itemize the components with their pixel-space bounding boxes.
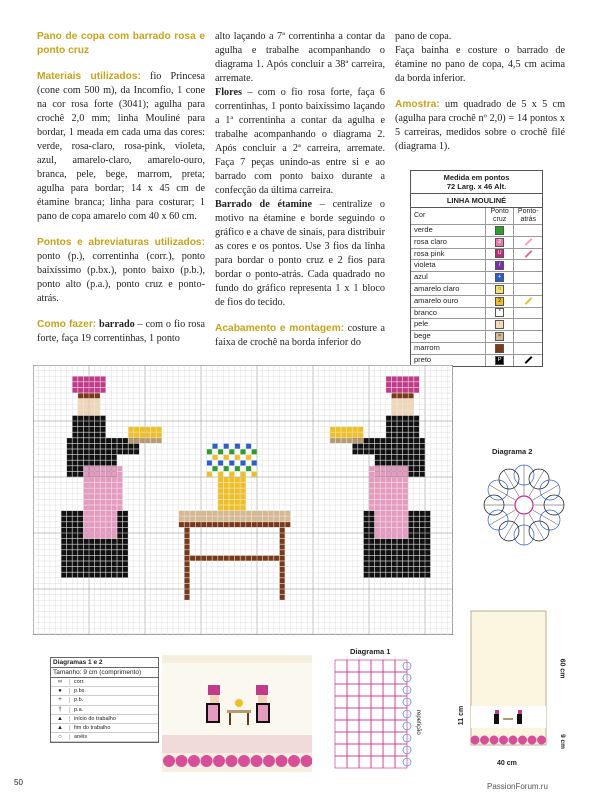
- legend-col-pc: Ponto cruz: [486, 208, 515, 224]
- color-legend-table: [410, 170, 543, 367]
- stitch-key: [50, 657, 159, 743]
- band-photo: [162, 655, 312, 772]
- backstitch-line: [524, 356, 532, 364]
- how-text: – com o fio rosa forte, faça 19 correntinhas, 1 ponto: [37, 319, 205, 344]
- key-label: início do trabalho: [74, 715, 116, 722]
- legend-color-name: branco: [411, 308, 486, 319]
- amostra-heading: Amostra:: [395, 99, 440, 110]
- key-row: [51, 696, 158, 705]
- article-title: Pano de copa com barrado rosa e ponto cruz: [37, 31, 205, 56]
- photo-right-maid: [256, 685, 270, 723]
- key-symbol: ▲: [51, 725, 70, 731]
- key-row: [51, 678, 158, 687]
- column-2: [215, 30, 385, 362]
- legend-row: [411, 343, 542, 355]
- barrado-heading: Barrado de étamine: [215, 199, 312, 210]
- key-rows: [51, 678, 158, 742]
- acabamento-text: costure a faixa de crochê na borda inferior do: [215, 323, 385, 348]
- key-row: [51, 715, 158, 724]
- legend-swatch: 2: [495, 238, 504, 247]
- legend-swatch: ○: [495, 285, 504, 294]
- diagram-2-center-ring: [515, 496, 533, 514]
- legend-row: [411, 272, 542, 284]
- legend-row: [411, 319, 542, 331]
- watermark: PassionForum.ru: [487, 782, 548, 791]
- legend-col-pa: Ponto-atrás: [517, 208, 539, 223]
- key-symbol: †: [51, 707, 70, 713]
- legend-swatch: ·: [495, 320, 504, 329]
- legend-color-name: bege: [411, 331, 486, 342]
- photo-left-maid: [206, 685, 220, 723]
- key-row: [51, 724, 158, 733]
- legend-color-name: marrom: [411, 343, 486, 354]
- legend-swatch: [495, 344, 504, 353]
- materials-heading: Materiais utilizados:: [37, 71, 141, 82]
- etamine-strip: [162, 663, 312, 735]
- key-row: [51, 733, 158, 742]
- col3-paragraph-2: Faça bainha e costure o barrado de étamine no pano de copa, 4,5 cm acima da borda inferior.: [395, 45, 565, 84]
- legend-color-name: rosa pink: [411, 249, 486, 260]
- key-row: [51, 687, 158, 696]
- repeticao-label: repetição: [415, 710, 421, 735]
- legend-rows: [411, 225, 542, 366]
- key-label: p.bx.: [74, 688, 86, 695]
- column-3: [395, 30, 565, 166]
- legend-color-name: azul: [411, 272, 486, 283]
- key-symbol: ●: [51, 688, 70, 694]
- key-label: fim do trabalho: [74, 725, 111, 732]
- col3-paragraph-1: pano de copa.: [395, 31, 452, 42]
- key-symbol: ○: [51, 734, 70, 740]
- legend-row: [411, 284, 542, 296]
- legend-column-headers: [411, 208, 542, 225]
- legend-row: [411, 331, 542, 343]
- diagram-2-petals: [484, 465, 564, 545]
- legend-swatch: ×: [495, 332, 504, 341]
- key-symbol: +: [51, 697, 70, 703]
- legend-col-cor: Cor: [411, 208, 486, 224]
- towel-height-label: 60 cm: [558, 658, 566, 679]
- backstitch-line: [524, 297, 532, 305]
- cross-stitch-chart: [33, 365, 453, 635]
- key-size: Tamanho: 9 cm (comprimento): [51, 668, 158, 678]
- key-row: [51, 706, 158, 715]
- key-symbol: ∞: [51, 679, 70, 685]
- diagram-1-title: Diagrama 1: [350, 647, 391, 656]
- diagram-2-title: Diagrama 2: [492, 447, 533, 456]
- diagram-2-flower: [468, 445, 580, 555]
- legend-header: [411, 171, 542, 194]
- legend-swatch: 2: [495, 297, 504, 306]
- flores-heading: Flores: [215, 87, 242, 98]
- legend-row: [411, 296, 542, 308]
- towel-schematic: [470, 610, 547, 755]
- crochet-band: [162, 735, 312, 753]
- flores-text: – com o fio rosa forte, faça 6 correntinhas, 1 ponto baixíssimo laçando a 1ª correntinha a contar da agulha e trabalhe acompanhando o diagrama 2. Após concluir a 2ª carreira, arremate. Faça 7 peças unindo-as entre si e ao barrado com ponto baixo durante a confecção da última carreira.: [215, 87, 385, 196]
- towel-etamine: [471, 706, 546, 728]
- key-title: Diagramas 1 e 2: [51, 658, 158, 668]
- legend-row: [411, 237, 542, 249]
- legend-swatch: +: [495, 273, 504, 282]
- legend-row: [411, 355, 542, 366]
- legend-swatch: *: [495, 308, 504, 317]
- legend-thread: LINHA MOULINÉ: [411, 194, 542, 208]
- backstitch-line: [524, 238, 532, 246]
- legend-swatch: U: [495, 249, 504, 258]
- amostra-text: um quadrado de 5 x 5 cm (agulha para crochê nº 2,0) = 14 pontos x 5 carreiras, medidos sobre o crochê filé (diagrama 1).: [395, 99, 565, 152]
- backstitch-line: [524, 250, 532, 258]
- acabamento-heading: Acabamento e montagem:: [215, 323, 345, 334]
- legend-color-name: amarelo claro: [411, 284, 486, 295]
- legend-row: [411, 308, 542, 320]
- legend-color-name: pele: [411, 319, 486, 330]
- diagram-1-grid: [335, 660, 411, 768]
- barrado-text: – centralize o motivo na étamine e borde seguindo o gráfico e a chave de sinais, para distribuir as cores e os pontos. Use 3 fios da linha para bordar o ponto cruz e 2 fios para bordar o ponto-atrás. Cada quadrado no fundo do gráfico representa 1 x 1 bloco de fios do tecido.: [215, 199, 385, 308]
- towel-lace-label: 9 cm: [558, 734, 566, 749]
- how-heading: Como fazer:: [37, 319, 97, 330]
- legend-swatch: /: [495, 261, 504, 270]
- points-text: ponto (p.), correntinha (corr.), ponto baixíssimo (p.bx.), ponto baixo (p.b.), ponto alto (p.a.), ponto cruz e ponto-atrás.: [37, 251, 205, 304]
- column-1: [37, 30, 205, 358]
- legend-swatch: [495, 226, 504, 235]
- key-symbol: ▲: [51, 716, 70, 722]
- diagram-1-filet: [325, 655, 425, 770]
- col2-paragraph-1: alto laçando a 7ª correntinha a contar da agulha e trabalhe acompanhando o diagrama 1. Após concluir a 38ª carreira, arremate.: [215, 31, 385, 84]
- legend-color-name: amarelo ouro: [411, 296, 486, 307]
- key-label: p.a.: [74, 706, 84, 713]
- how-bold: barrado: [96, 319, 135, 330]
- towel-band-label: 11 cm: [458, 705, 466, 726]
- materials-text: fio Princesa (cone com 500 m), da Incomfio, 1 cone na cor rosa forte (3041); agulha para crochê 2,0 mm; linha Mouliné para bordar, 1 meada em cada uma das cores: verde, rosa-claro, rosa-pink, violeta, azul, amarelo-claro, amarelo-ouro, branca, pele, bege, marrom, preta; agulha para bordar; 14 x 45 cm de étamine branca; linha para costurar; 1 pano de copa amarelo com 40 x 60 cm.: [37, 71, 205, 222]
- legend-color-name: verde: [411, 225, 486, 236]
- points-heading: Pontos e abreviaturas utilizados:: [37, 237, 205, 248]
- legend-size: 72 Larg. x 46 Alt.: [446, 182, 507, 191]
- page-number: 50: [14, 778, 23, 787]
- legend-color-name: rosa claro: [411, 237, 486, 248]
- legend-color-name: preto: [411, 355, 486, 366]
- key-label: corr.: [74, 679, 85, 686]
- legend-row: [411, 225, 542, 237]
- key-label: p.b.: [74, 697, 84, 704]
- towel-width-label: 40 cm: [497, 760, 517, 767]
- legend-row: [411, 260, 542, 272]
- key-label: anéis: [74, 734, 88, 741]
- legend-row: [411, 249, 542, 261]
- legend-measure: Medida em pontos: [443, 173, 510, 182]
- legend-swatch: P: [495, 356, 504, 365]
- legend-color-name: violeta: [411, 260, 486, 271]
